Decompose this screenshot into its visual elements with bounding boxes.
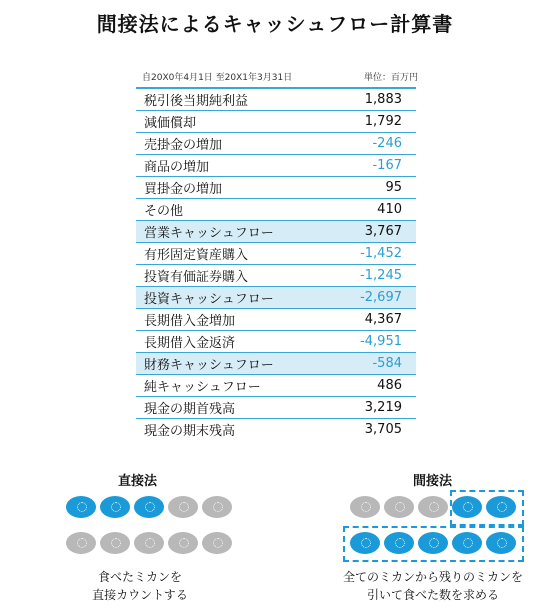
row-label: 長期借入金返済 bbox=[144, 336, 236, 351]
table-row bbox=[136, 287, 416, 309]
period-label: 自20X0年4月1日 至20X1年3月31日 bbox=[142, 73, 293, 83]
table-row bbox=[136, 375, 416, 397]
orange-eaten-icon bbox=[486, 532, 516, 554]
row-label: 売掛金の増加 bbox=[144, 138, 223, 153]
table-row bbox=[136, 265, 416, 287]
row-value: 1,883 bbox=[364, 92, 402, 107]
row-value: 486 bbox=[377, 378, 402, 393]
table-row bbox=[136, 155, 416, 177]
row-value: 1,792 bbox=[364, 114, 402, 129]
orange-remaining-icon bbox=[384, 496, 414, 518]
orange-eaten-icon bbox=[100, 496, 130, 518]
direct-method-heading: 直接法 bbox=[118, 474, 158, 489]
table-row bbox=[136, 243, 416, 265]
orange-remaining-icon bbox=[100, 532, 130, 554]
orange-remaining-icon bbox=[168, 496, 198, 518]
table-row bbox=[136, 309, 416, 331]
orange-eaten-icon bbox=[452, 496, 482, 518]
row-value: -584 bbox=[372, 356, 402, 371]
row-value: 3,705 bbox=[364, 422, 402, 437]
orange-eaten-icon bbox=[134, 496, 164, 518]
table-row bbox=[136, 397, 416, 419]
direct-caption-line2: 直接カウントする bbox=[92, 588, 188, 602]
row-label: 投資キャッシュフロー bbox=[144, 292, 274, 307]
table-row bbox=[136, 133, 416, 155]
indirect-caption-line2: 引いて食べた数を求める bbox=[366, 588, 499, 602]
row-label: 現金の期末残高 bbox=[144, 424, 236, 439]
row-label: 純キャッシュフロー bbox=[144, 380, 261, 395]
direct-caption-line1: 食べたミカンを bbox=[97, 570, 182, 584]
row-value: -1,245 bbox=[360, 268, 402, 283]
row-label: 営業キャッシュフロー bbox=[144, 226, 274, 241]
orange-remaining-icon bbox=[202, 532, 232, 554]
indirect-caption bbox=[318, 568, 548, 604]
row-value: 4,367 bbox=[364, 312, 402, 327]
orange-eaten-icon bbox=[384, 532, 414, 554]
page-title: 間接法によるキャッシュフロー計算書 bbox=[96, 12, 454, 36]
orange-remaining-icon bbox=[66, 532, 96, 554]
row-value: 3,767 bbox=[364, 224, 402, 239]
row-label: 現金の期首残高 bbox=[144, 402, 236, 417]
table-row bbox=[136, 111, 416, 133]
row-label: 買掛金の増加 bbox=[144, 182, 223, 197]
table-row bbox=[136, 199, 416, 221]
table-row bbox=[136, 177, 416, 199]
orange-remaining-icon bbox=[202, 496, 232, 518]
row-value: -4,951 bbox=[360, 334, 402, 349]
indirect-orange-illustration bbox=[348, 496, 528, 556]
direct-orange-illustration bbox=[64, 496, 244, 556]
row-label: その他 bbox=[144, 204, 184, 219]
orange-eaten-icon bbox=[486, 496, 516, 518]
row-value: 3,219 bbox=[364, 400, 402, 415]
row-label: 減価償却 bbox=[144, 116, 197, 131]
table-row bbox=[136, 221, 416, 243]
row-label: 商品の増加 bbox=[144, 160, 210, 175]
row-value: -167 bbox=[372, 158, 402, 173]
row-label: 財務キャッシュフロー bbox=[144, 358, 274, 373]
table-row bbox=[136, 419, 416, 440]
table-row bbox=[136, 353, 416, 375]
orange-eaten-icon bbox=[418, 532, 448, 554]
indirect-method-heading: 間接法 bbox=[413, 474, 453, 489]
orange-remaining-icon bbox=[350, 496, 380, 518]
row-value: 95 bbox=[385, 180, 402, 195]
row-value: -2,697 bbox=[360, 290, 402, 305]
indirect-caption-line1: 全てのミカンから残りのミカンを bbox=[342, 570, 523, 584]
cashflow-table bbox=[136, 87, 416, 440]
row-label: 長期借入金増加 bbox=[144, 314, 236, 329]
orange-remaining-icon bbox=[418, 496, 448, 518]
orange-remaining-icon bbox=[168, 532, 198, 554]
orange-eaten-icon bbox=[66, 496, 96, 518]
row-value: -246 bbox=[372, 136, 402, 151]
row-label: 有形固定資産購入 bbox=[144, 248, 249, 263]
row-value: -1,452 bbox=[360, 246, 402, 261]
table-row bbox=[136, 89, 416, 111]
orange-remaining-icon bbox=[134, 532, 164, 554]
row-label: 税引後当期純利益 bbox=[144, 94, 249, 109]
row-value: 410 bbox=[377, 202, 402, 217]
direct-caption bbox=[40, 568, 240, 604]
orange-eaten-icon bbox=[452, 532, 482, 554]
row-label: 投資有価証券購入 bbox=[144, 270, 249, 285]
table-row bbox=[136, 331, 416, 353]
unit-label: 単位：百万円 bbox=[363, 73, 418, 83]
orange-eaten-icon bbox=[350, 532, 380, 554]
